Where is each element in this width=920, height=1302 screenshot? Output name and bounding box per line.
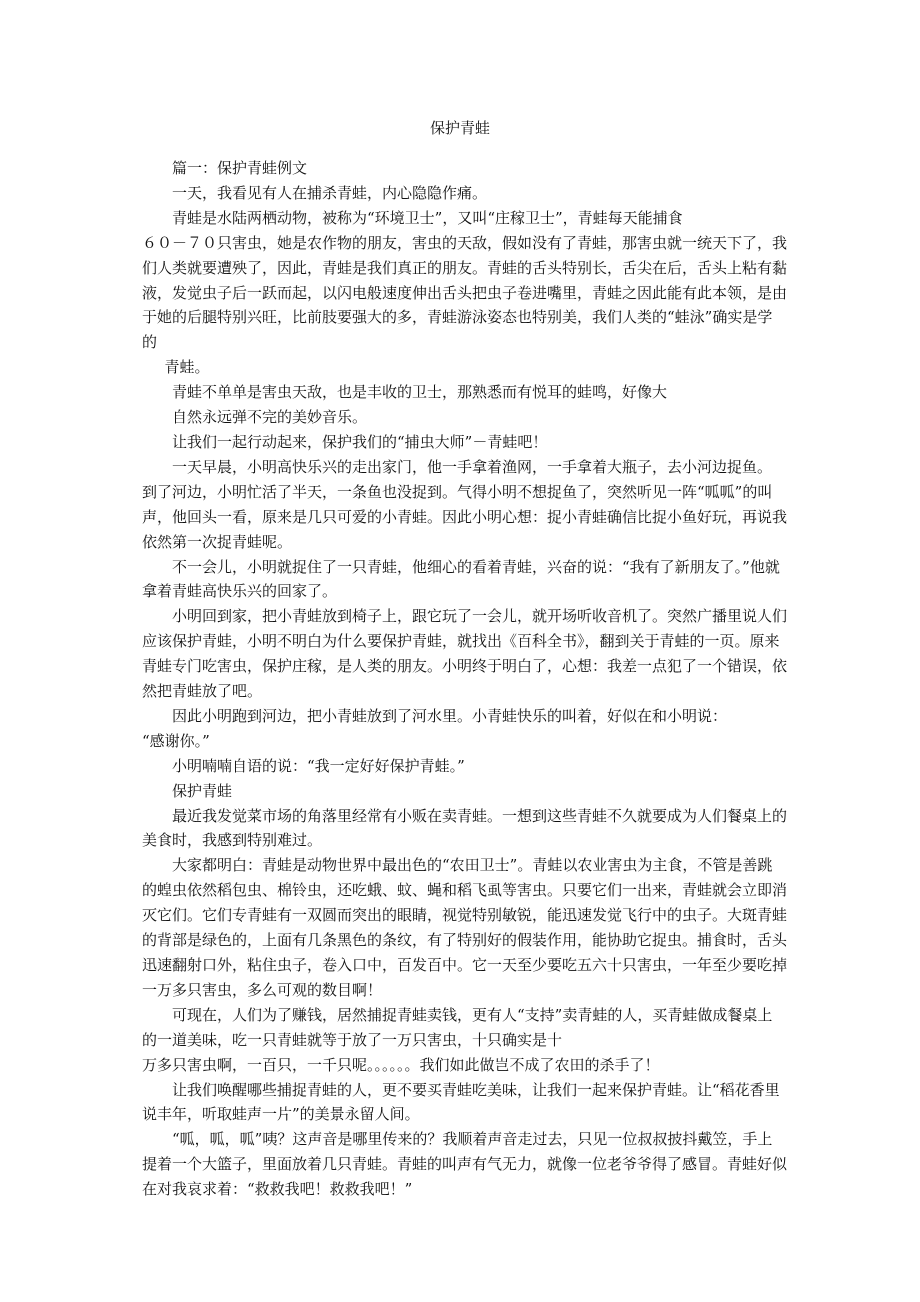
paragraph: ６０－７０只害虫，她是农作物的朋友，害虫的天敌，假如没有了青蛙，那害虫就一统天下了，我们人类就要遭殃了，因此，青蛙是我们真正的朋友。青蛙的舌头特别长，舌尖在后，舌头上粘有黏液，发觉虫子后一跃而起，以闪电般速度伸出舌头把虫子卷进嘴里，青蛙之因此能有此本领，是由于她的后腿特别兴旺，比前肢要强大的多，青蛙游泳姿态也特别美，我们人类的“蛙泳”确实是学的	[142, 233, 788, 352]
paragraph: 自然永远弹不完的美妙音乐。	[172, 408, 368, 427]
paragraph: 因此小明跑到河边，把小青蛙放到了河水里。小青蛙快乐的叫着，好似在和小明说：	[172, 706, 728, 725]
paragraph: 让我们唤醒哪些捕捉青蛙的人，更不要买青蛙吃美味，让我们一起来保护青蛙。让“稻花香里说丰年，听取蛙声一片”的美景永留人间。	[142, 1080, 780, 1124]
paragraph: 一天早晨，小明高快乐兴的走出家门，他一手拿着渔网，一手拿着大瓶子，去小河边捉鱼。 到了河边，小明忙活了半天，一条鱼也没捉到。气得小明不想捉鱼了，突然听见一阵“呱呱”的叫声，他回头一看，原来是几只可爱的小青蛙。因此小明心想：捉小青蛙确信比捉小鱼好玩，再说我依然第一次捉青蛙呢。	[142, 457, 795, 551]
paragraph: 青蛙是水陆两栖动物，被称为“环境卫士”，又叫“庄稼卫士”，青蛙每天能捕食	[172, 208, 683, 227]
paragraph: 大家都明白：青蛙是动物世界中最出色的“农田卫士”。青蛙以农业害虫为主食，不管是善跳的蝗虫依然稻包虫、棉铃虫，还吃蛾、蚊、蝇和稻飞虱等害虫。只要它们一出来，青蛙就会立即消灭它们。它们专青蛙有一双圆而突出的眼睛，视觉特别敏锐，能迅速发觉飞行中的虫子。大斑青蛙的背部是绿色的，上面有几条黑色的条纹，有了特别好的假装作用，能协助它捉虫。捕食时，舌头迅速翻射口外，粘住虫子，卷入口中，百发百中。它一天至少要吃五六十只害虫，一年至少要吃掉一万多只害虫，多么可观的数目啊！	[142, 856, 788, 999]
paragraph: “感谢你。”	[142, 731, 210, 750]
paragraph: 不一会儿，小明就捉住了一只青蛙，他细心的看着青蛙，兴奋的说：“我有了新朋友了。”他就拿着青蛙高快乐兴的回家了。	[142, 557, 780, 601]
paragraph: “呱，呱，呱”咦？这声音是哪里传来的？我顺着声音走过去，只见一位叔叔披抖戴笠，手上提着一个大篮子，里面放着几只青蛙。青蛙的叫声有气无力，就像一位老爷爷得了感冒。青蛙好似在对我哀求着：“救救我吧！救救我吧！”	[142, 1130, 788, 1199]
paragraph: 小明回到家，把小青蛙放到椅子上，跟它玩了一会儿，就开场听收音机了。突然广播里说人们应该保护青蛙，小明不明白为什么要保护青蛙，就找出《百科全书》，翻到关于青蛙的一页。原来青蛙专门吃害虫，保护庄稼，是人类的朋友。小明终于明白了，心想：我差一点犯了一个错误，依然把青蛙放了吧。	[142, 607, 788, 701]
essay-subtitle: 保护青蛙	[172, 781, 233, 800]
paragraph: 一天，我看见有人在捕杀青蛙，内心隐隐作痛。	[172, 183, 488, 202]
document-body	[142, 156, 795, 1202]
paragraph: 可现在，人们为了赚钱，居然捕捉青蛙卖钱，更有人“支持”卖青蛙的人，买青蛙做成餐桌上的一道美味，吃一只青蛙就等于放了一万只害虫，十只确实是十	[142, 1005, 773, 1049]
paragraph: 让我们一起行动起来，保护我们的“捕虫大师”－青蛙吧！	[172, 432, 548, 451]
document-title: 保护青蛙	[429, 119, 490, 137]
paragraph: 青蛙不单单是害虫天敌，也是丰收的卫士，那熟悉而有悦耳的蛙鸣，好像大	[172, 383, 668, 402]
paragraph: 小明喃喃自语的说：“我一定好好保护青蛙。”	[172, 756, 465, 775]
paragraph: 最近我发觉菜市场的角落里经常有小贩在卖青蛙。一想到这些青蛙不久就要成为人们餐桌上的美食时，我感到特别难过。	[142, 806, 788, 850]
essay-heading: 篇一：保护青蛙例文	[172, 159, 308, 177]
paragraph: 万多只害虫啊，一百只，一千只呢。。。。。。我们如此做岂不成了农田的杀手了！	[142, 1055, 660, 1074]
paragraph: 青蛙。	[164, 358, 210, 377]
